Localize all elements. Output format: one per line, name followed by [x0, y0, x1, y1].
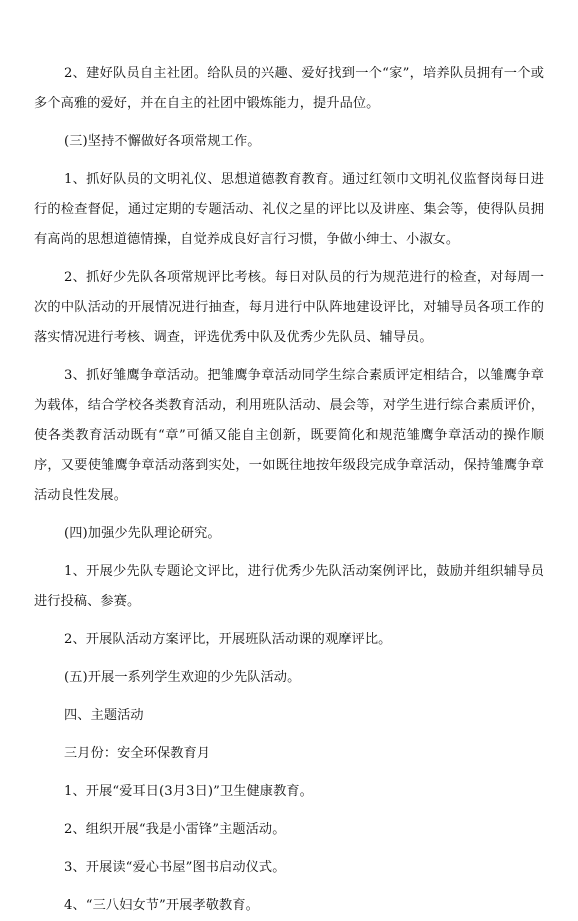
paragraph-eagle-badge: 3、抓好雏鹰争章活动。把雏鹰争章活动同学生综合素质评定相结合，以雏鹰争章为载体，结合学校各类教育活动，利用班队活动、晨会等，对学生进行综合素质评价，使各类教育活动既有“章”可循又能自主创新，既要简化和规范雏鹰争章活动的操作顺序，又要使雏鹰争章活动落到实处，一如既往地按年级段完成争章活动，保持雏鹰争章活动良性发展。: [34, 368, 544, 503]
paragraph-activity-plan-contest: 2、开展队活动方案评比，开展班队活动课的观摩评比。: [64, 632, 392, 647]
paragraph-social-clubs: 2、建好队员自主社团。给队员的兴趣、爱好找到一个“家”，培养队员拥有一个或多个高雅的爱好，并在自主的社团中锻炼能力，提升品位。: [34, 66, 544, 111]
heading-march-month: 三月份：安全环保教育月: [64, 746, 211, 761]
heading-student-activities: (五)开展一系列学生欢迎的少先队活动。: [64, 670, 301, 685]
paragraph-thesis-contest: 1、开展少先队专题论文评比，进行优秀少先队活动案例评比，鼓励并组织辅导员进行投稿、参赛。: [34, 564, 544, 609]
paragraph-routine-evaluation: 2、抓好少先队各项常规评比考核。每日对队员的行为规范进行的检查，对每周一次的中队活动的开展情况进行抽查，每月进行中队阵地建设评比，对辅导员各项工作的落实情况进行考核、调查，评选优秀中队及优秀少先队员、辅导员。: [34, 270, 544, 345]
list-item-love-bookhouse: 3、开展读“爱心书屋”图书启动仪式。: [64, 860, 286, 875]
heading-theme-activities: 四、主题活动: [64, 708, 144, 723]
list-item-womens-day: 4、“三八妇女节”开展孝敬教育。: [64, 898, 259, 913]
paragraph-etiquette-education: 1、抓好队员的文明礼仪、思想道德教育教育。通过红领巾文明礼仪监督岗每日进行的检查督促，通过定期的专题活动、礼仪之星的评比以及讲座、集会等，使得队员拥有高尚的思想道德情操，自觉养成良好言行习惯，争做小绅士、小淑女。: [34, 172, 544, 247]
list-item-ear-day: 1、开展“爱耳日(3月3日)”卫生健康教育。: [64, 784, 313, 799]
heading-theory-research: (四)加强少先队理论研究。: [64, 526, 221, 541]
list-item-little-leifeng: 2、组织开展“我是小雷锋”主题活动。: [64, 822, 286, 837]
heading-routine-work: (三)坚持不懈做好各项常规工作。: [64, 134, 261, 149]
